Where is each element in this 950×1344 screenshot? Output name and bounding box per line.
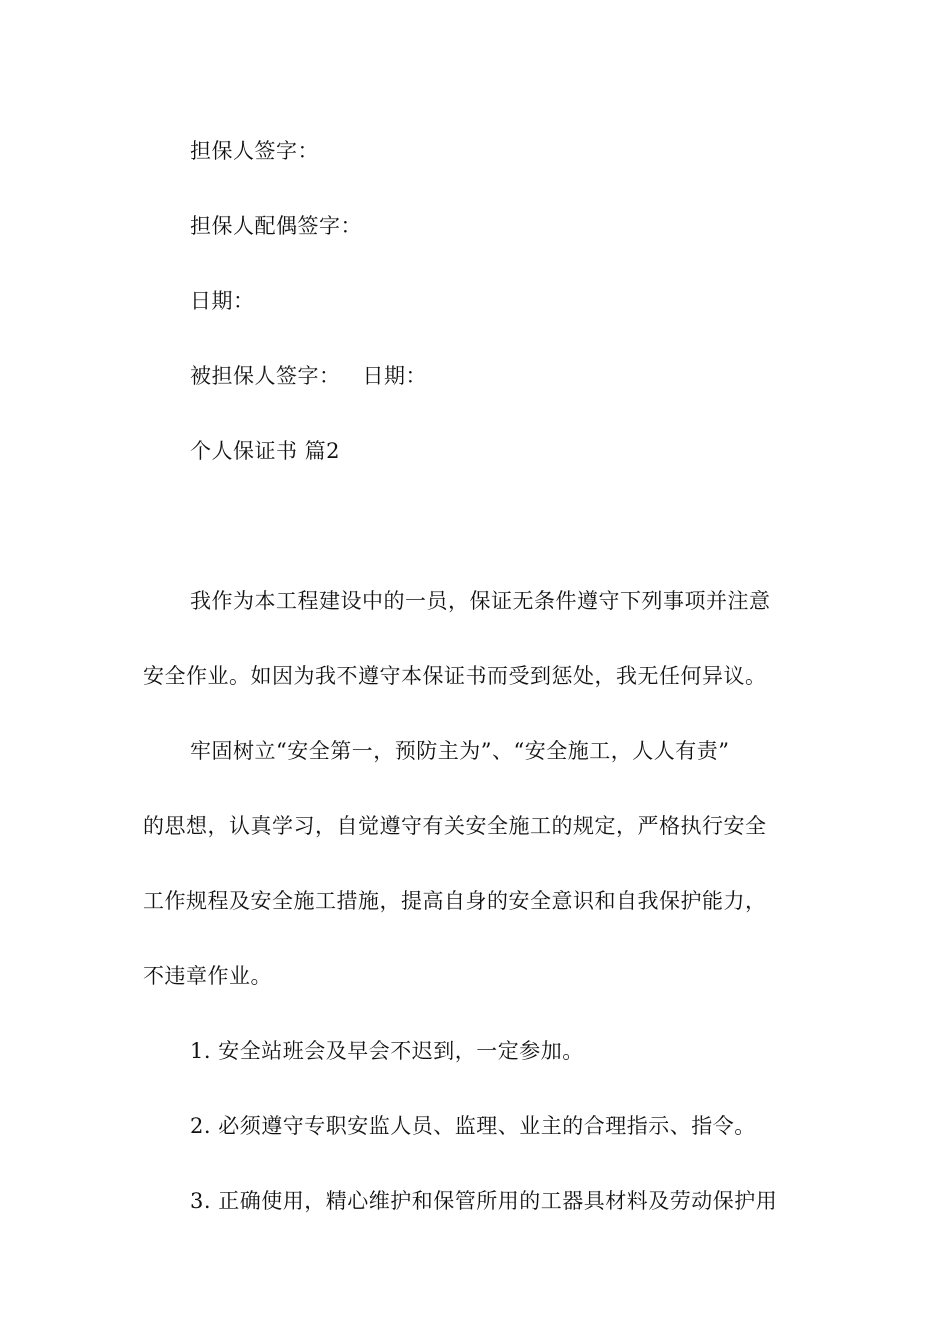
list-item: 1. 安全站班会及早会不迟到，一定参加。 [190,1039,584,1063]
paragraph-2-line-1: 牢固树立“安全第一，预防主为”、“安全施工，人人有责” [190,739,730,763]
date-label-text: 日期： [190,289,255,313]
paragraph-1-line-1: 我作为本工程建设中的一员，保证无条件遵守下列事项并注意 [190,589,771,613]
guarantor-signature-label: 担保人签字： [190,139,319,163]
list-item: 3. 正确使用，精心维护和保管所用的工器具材料及劳动保护用 [190,1189,778,1213]
paragraph-2-line-4: 不违章作业。 [143,964,272,988]
guaranteed-party-signature-row [190,361,860,391]
paragraph-2-line-2: 的思想，认真学习，自觉遵守有关安全施工的规定，严格执行安全 [143,814,767,838]
guaranteed-party-date-label: 日期： [362,364,427,388]
paragraph-1-line-2: 安全作业。如因为我不遵守本保证书而受到惩处，我无任何异议。 [143,664,767,688]
list-item: 2. 必须遵守专职安监人员、监理、业主的合理指示、指令。 [190,1114,756,1138]
guaranteed-party-signature-label: 被担保人签字： [190,364,341,388]
paragraph-2-line-3: 工作规程及安全施工措施，提高自身的安全意识和自我保护能力， [143,889,767,913]
date-label [190,286,860,316]
section-title: 个人保证书 篇2 [190,439,341,463]
guarantor-spouse-signature-label: 担保人配偶签字： [190,214,362,238]
